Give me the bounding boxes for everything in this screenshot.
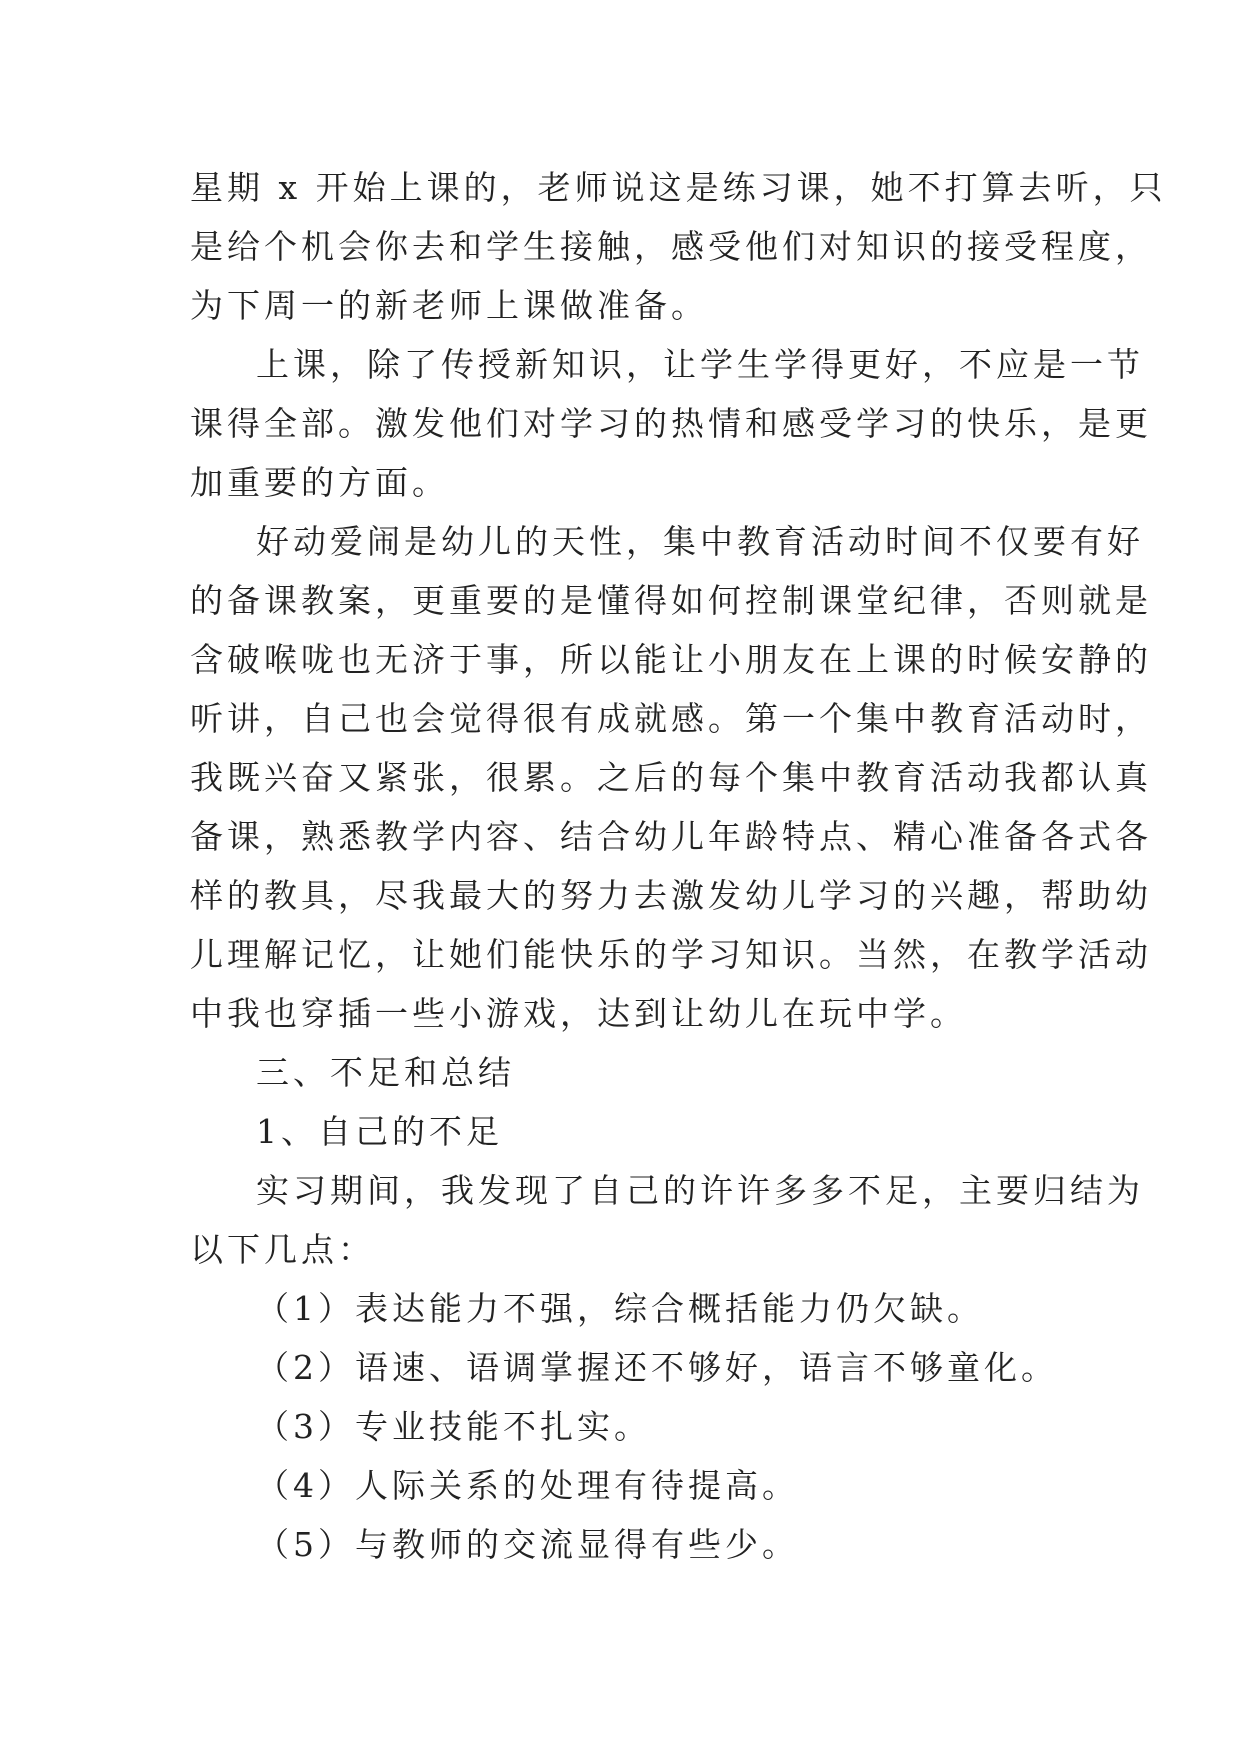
body-line: 备课，熟悉教学内容、结合幼儿年龄特点、精心准备各式各 — [190, 817, 1152, 856]
body-line: 课得全部。激发他们对学习的热情和感受学习的快乐，是更 — [190, 404, 1152, 443]
paragraph-first-line: 好动爱闹是幼儿的天性，集中教育活动时间不仅要有好 — [256, 522, 1144, 561]
list-item: （1）表达能力不强，综合概括能力仍欠缺。 — [256, 1289, 984, 1328]
subsection-heading: 1、自己的不足 — [256, 1112, 503, 1151]
list-item: （5）与教师的交流显得有些少。 — [256, 1525, 799, 1564]
list-item: （3）专业技能不扎实。 — [256, 1407, 651, 1446]
body-line: 样的教具，尽我最大的努力去激发幼儿学习的兴趣，帮助幼 — [190, 876, 1152, 915]
body-line: 的备课教案，更重要的是懂得如何控制课堂纪律，否则就是 — [190, 581, 1152, 620]
list-item: （2）语速、语调掌握还不够好，语言不够童化。 — [256, 1348, 1058, 1387]
paragraph-first-line: 上课，除了传授新知识，让学生学得更好，不应是一节 — [256, 345, 1144, 384]
document-body — [190, 158, 1167, 1574]
body-line: 中我也穿插一些小游戏，达到让幼儿在玩中学。 — [190, 994, 967, 1033]
paragraph-first-line: 实习期间，我发现了自己的许许多多不足，主要归结为 — [256, 1171, 1144, 1210]
body-line: 含破喉咙也无济于事，所以能让小朋友在上课的时候安静的 — [190, 640, 1152, 679]
section-heading: 三、不足和总结 — [256, 1053, 515, 1092]
body-line: 儿理解记忆，让她们能快乐的学习知识。当然，在教学活动 — [190, 935, 1152, 974]
body-line: 是给个机会你去和学生接触，感受他们对知识的接受程度， — [190, 227, 1152, 266]
body-line: 加重要的方面。 — [190, 463, 449, 502]
body-line: 以下几点： — [190, 1230, 375, 1269]
body-line: 为下周一的新老师上课做准备。 — [190, 286, 708, 325]
body-line: 星期 x 开始上课的，老师说这是练习课，她不打算去听，只 — [190, 168, 1167, 207]
list-item: （4）人际关系的处理有待提高。 — [256, 1466, 799, 1505]
body-line: 听讲，自己也会觉得很有成就感。第一个集中教育活动时， — [190, 699, 1152, 738]
body-line: 我既兴奋又紧张，很累。之后的每个集中教育活动我都认真 — [190, 758, 1152, 797]
